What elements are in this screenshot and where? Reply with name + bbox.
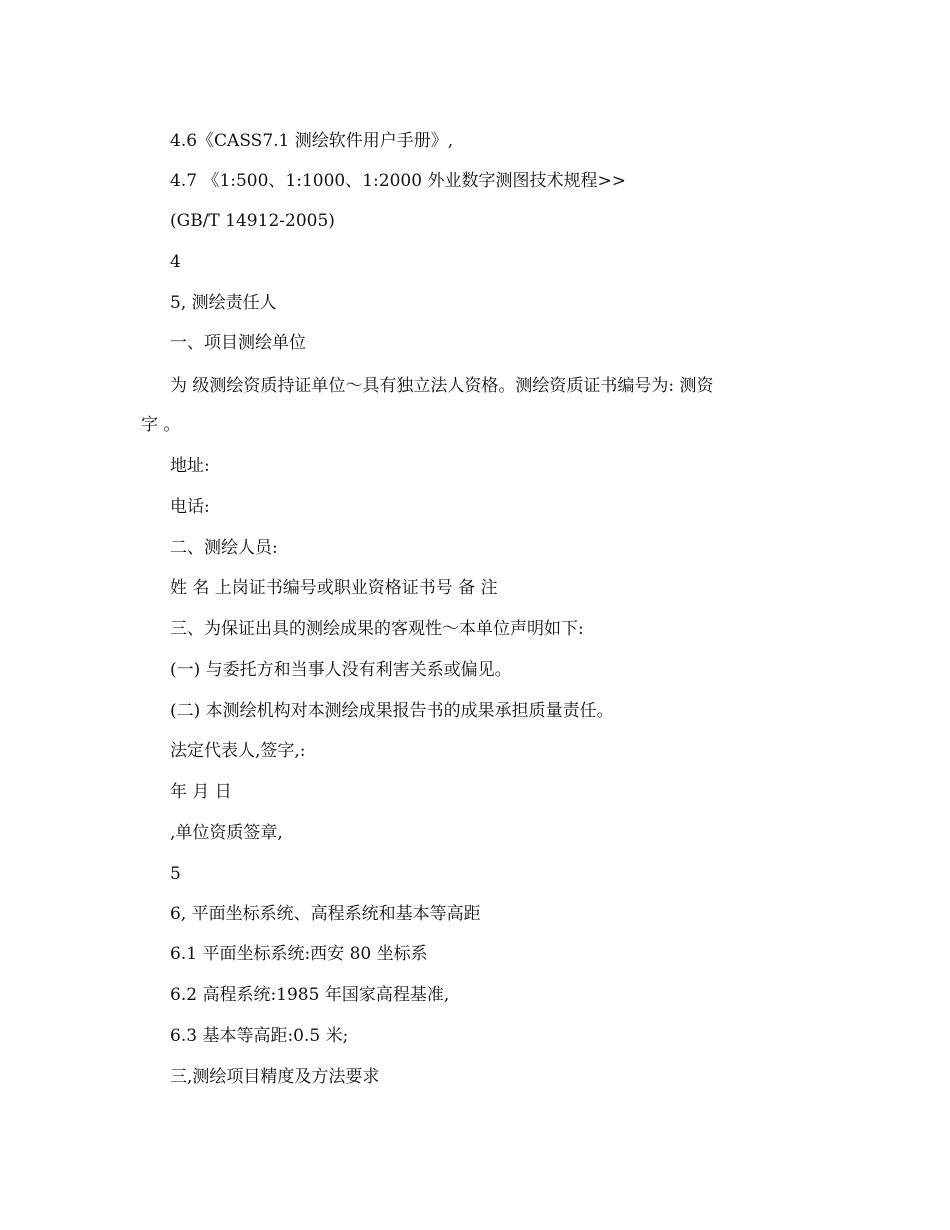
declaration-item-1: (一) 与委托方和当事人没有利害关系或偏见。: [170, 660, 512, 680]
item-6-2: 6.2 高程系统:1985 年国家高程基准,: [170, 985, 450, 1005]
item-6-1: 6.1 平面坐标系统:西安 80 坐标系: [170, 944, 428, 964]
ref-4-7-line: 4.7 《1:500、1:1000、1:2000 外业数字测图技术规程>>: [170, 171, 626, 191]
subsection-3-heading: 三、为保证出具的测绘成果的客观性～本单位声明如下:: [170, 619, 584, 639]
qualification-paragraph-continued: 字 。: [141, 415, 181, 435]
declaration-item-2: (二) 本测绘机构对本测绘成果报告书的成果承担质量责任。: [170, 701, 614, 721]
section-6-heading: 6, 平面坐标系统、高程系统和基本等高距: [170, 904, 481, 924]
section-3-heading: 三,测绘项目精度及方法要求: [170, 1067, 380, 1087]
personnel-table-header: 姓 名 上岗证书编号或职业资格证书号 备 注: [170, 578, 498, 598]
phone-label: 电话:: [170, 497, 210, 517]
date-line: 年 月 日: [170, 782, 232, 802]
ref-4-6-line: 4.6《CASS7.1 测绘软件用户手册》,: [170, 131, 454, 151]
page-number-5: 5: [170, 864, 181, 884]
subsection-1-heading: 一、项目测绘单位: [170, 333, 306, 353]
qualification-paragraph: 为 级测绘资质持证单位～具有独立法人资格。测绘资质证书编号为: 测资: [170, 376, 714, 396]
page-number-4: 4: [170, 252, 181, 272]
item-6-3: 6.3 基本等高距:0.5 米;: [170, 1026, 349, 1046]
address-label: 地址:: [170, 456, 210, 476]
subsection-2-heading: 二、测绘人员:: [170, 538, 278, 558]
legal-representative-signature: 法定代表人,签字,:: [170, 741, 306, 761]
ref-4-7-standard-line: (GB/T 14912-2005): [170, 211, 335, 231]
section-5-heading: 5, 测绘责任人: [170, 293, 277, 313]
unit-seal-line: ,单位资质签章,: [170, 823, 283, 843]
